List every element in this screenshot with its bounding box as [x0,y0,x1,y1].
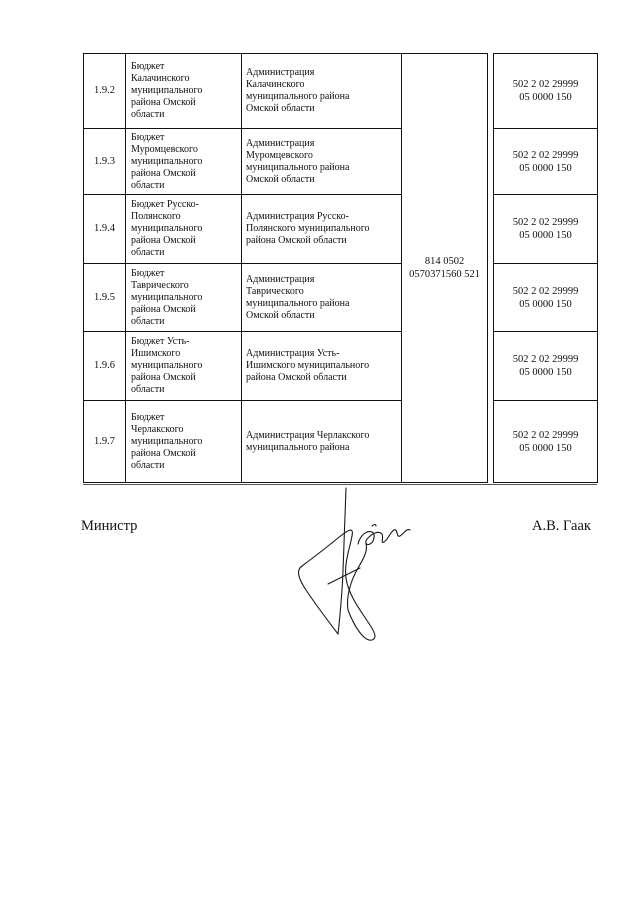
budget-table [83,53,598,483]
revenue-code-line: 502 2 02 29999 [512,429,579,441]
budget-name-line: Таврического [131,279,189,291]
budget-name-line: муниципального [131,85,203,96]
revenue-code-line: 05 0000 150 [519,92,572,103]
administrator-name-line: Калачинского [246,79,305,90]
administrator-name-line: Администрация Русско- [246,211,349,222]
budget-name-line: муниципального [131,291,203,303]
budget-name-line: Бюджет Русско- [131,199,199,210]
budget-name-line: Бюджет [131,131,165,143]
budget-name-line: района Омской [131,303,196,315]
administrator-name-line: Омской области [246,173,315,185]
row-number: 1.9.6 [84,332,126,401]
budget-name-line: района Омской [131,372,196,383]
revenue-code-line: 05 0000 150 [519,230,572,241]
revenue-code [494,401,598,483]
row-number: 1.9.7 [84,401,126,483]
table-row [84,195,598,264]
budget-name [126,401,242,483]
revenue-code-line: 502 2 02 29999 [512,79,579,90]
revenue-code-line: 05 0000 150 [519,162,572,174]
revenue-code [494,332,598,401]
administrator-name-line: Омской области [246,309,315,321]
administrator-name-line: Ишимского муниципального [246,360,370,371]
revenue-code [494,195,598,264]
table-row [84,264,598,332]
administrator-name-line: Администрация [246,67,315,78]
budget-name [126,54,242,129]
budget-name-line: района Омской [131,447,196,459]
revenue-code-line: 502 2 02 29999 [512,149,579,161]
budget-name-line: области [131,384,165,395]
revenue-code [494,129,598,195]
revenue-code [494,54,598,129]
budget-name-line: области [131,179,165,191]
administrator-name-line: района Омской области [246,372,347,383]
budget-name-line: Ишимского [131,348,181,359]
budget-name-line: района Омской [131,167,196,179]
budget-name-line: области [131,315,165,327]
administrator-name-line: муниципального района [246,91,350,102]
row-number: 1.9.4 [84,195,126,264]
administrator-name-line: Полянского муниципального [246,223,370,234]
administrator-name [242,401,402,483]
budget-name-line: района Омской [131,235,196,246]
budget-name [126,129,242,195]
budget-name-line: Черлакского [131,423,184,435]
administrator-name-line: муниципального района [246,441,350,453]
budget-name-line: муниципального [131,155,203,167]
budget-name-line: Калачинского [131,73,190,84]
administrator-name [242,332,402,401]
revenue-code-line: 502 2 02 29999 [512,354,579,365]
revenue-code-line: 05 0000 150 [519,298,572,310]
budget-name-line: Бюджет [131,267,165,279]
budget-table-body [84,54,598,483]
revenue-code-line: 502 2 02 29999 [512,217,579,228]
row-number: 1.9.5 [84,264,126,332]
administrator-name-line: Администрация Усть- [246,348,340,359]
budget-name [126,332,242,401]
budget-name-line: района Омской [131,97,196,108]
budget-name-line: муниципального [131,435,203,447]
budget-name-line: области [131,109,165,120]
table-row [84,54,598,129]
administrator-name-line: Таврического [246,285,304,297]
administrator-name-line: муниципального района [246,297,350,309]
administrator-name [242,54,402,129]
administrator-name-line: Администрация Черлакского [246,429,370,441]
budget-name-line: Бюджет [131,411,165,423]
revenue-code-line: 05 0000 150 [519,442,572,454]
revenue-code-line: 502 2 02 29999 [512,285,579,297]
administrator-name [242,195,402,264]
budget-name-line: муниципального [131,360,203,371]
signer-position: Министр [81,518,138,534]
budget-name-line: Бюджет [131,61,165,72]
budget-classification-code-line: 814 0502 [424,256,465,267]
budget-name-line: области [131,459,165,471]
administrator-name-line: Администрация [246,137,315,149]
revenue-code [494,264,598,332]
signer-name: А.В. Гаак [532,518,591,534]
budget-name-line: области [131,247,165,258]
budget-name-line: Бюджет Усть- [131,336,190,347]
administrator-name-line: Муромцевского [246,149,313,161]
administrator-name-line: Омской области [246,103,315,114]
table-row [84,401,598,483]
administrator-name-line: муниципального района [246,161,350,173]
budget-name [126,195,242,264]
administrator-name-line: Администрация [246,273,315,285]
table-bottom-rule [83,484,597,485]
budget-classification-code [402,54,488,483]
administrator-name-line: района Омской области [246,235,347,246]
handwritten-signature [288,486,418,646]
budget-name-line: муниципального [131,223,203,234]
row-number: 1.9.2 [84,54,126,129]
table-row [84,332,598,401]
administrator-name [242,264,402,332]
budget-name-line: Муромцевского [131,143,198,155]
budget-classification-code-line: 0570371560 521 [409,269,480,280]
table-row [84,129,598,195]
budget-name-line: Полянского [131,211,181,222]
row-number: 1.9.3 [84,129,126,195]
revenue-code-line: 05 0000 150 [519,367,572,378]
administrator-name [242,129,402,195]
budget-name [126,264,242,332]
